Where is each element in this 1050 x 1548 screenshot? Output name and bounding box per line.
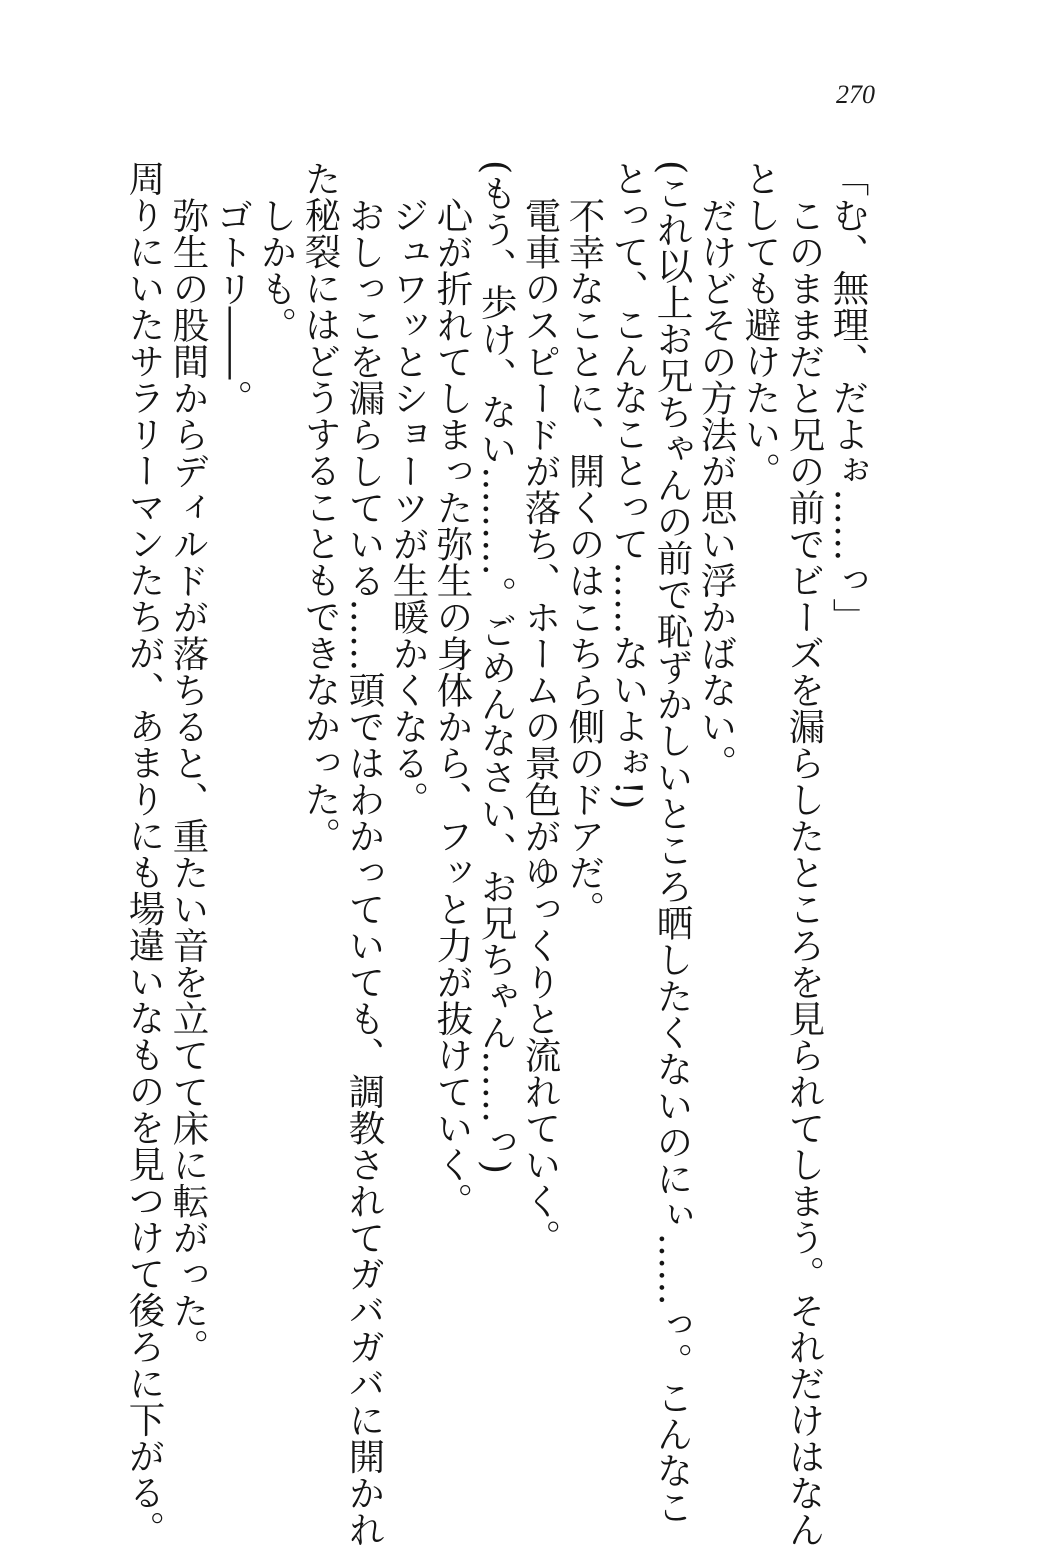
text-line: おしっこを漏らしている……頭ではわかっていても、調教されてガバガバに開かれ	[343, 197, 386, 1548]
page-number: 270	[836, 80, 875, 109]
text-line: ジュワッとショーツが生暖かくなる。	[387, 197, 430, 818]
text-line: 「む、無理、だよぉ……っ」	[827, 160, 870, 635]
body-text	[0, 160, 1050, 1548]
text-line: (もう、歩け、ない………。ごめんなさい、お兄ちゃん……っ)	[475, 160, 518, 1174]
text-line: (これ以上お兄ちゃんの前で恥ずかしいところ晒したくないのにぃ……っ。こんなこ	[651, 160, 694, 1525]
text-line: 不幸なことに、開くのはこちら側のドアだ。	[563, 197, 606, 927]
text-line: 電車のスピードが落ち、ホームの景色がゆっくりと流れていく。	[519, 197, 562, 1256]
text-line: 周りにいたサラリーマンたちが、あまりにも場違いなものを見つけて後ろに下がる。	[123, 160, 166, 1547]
text-line: た秘裂にはどうすることもできなかった。	[299, 160, 342, 854]
text-line: このままだと兄の前でビーズを漏らしたところを見られてしまう。それだけはなん	[783, 197, 826, 1548]
text-line: 弥生の股間からディルドが落ちると、重たい音を立てて床に転がった。	[167, 197, 210, 1365]
text-line: 心が折れてしまった弥生の身体から、フッと力が抜けていく。	[431, 197, 474, 1219]
text-line: だけどその方法が思い浮かばない。	[695, 197, 738, 781]
text-line: としても避けたい。	[739, 160, 782, 489]
text-line: ゴトリ――。	[211, 197, 254, 416]
text-line: とって、こんなことって……ないよぉ!)	[607, 160, 650, 810]
text-line: しかも。	[255, 197, 298, 343]
